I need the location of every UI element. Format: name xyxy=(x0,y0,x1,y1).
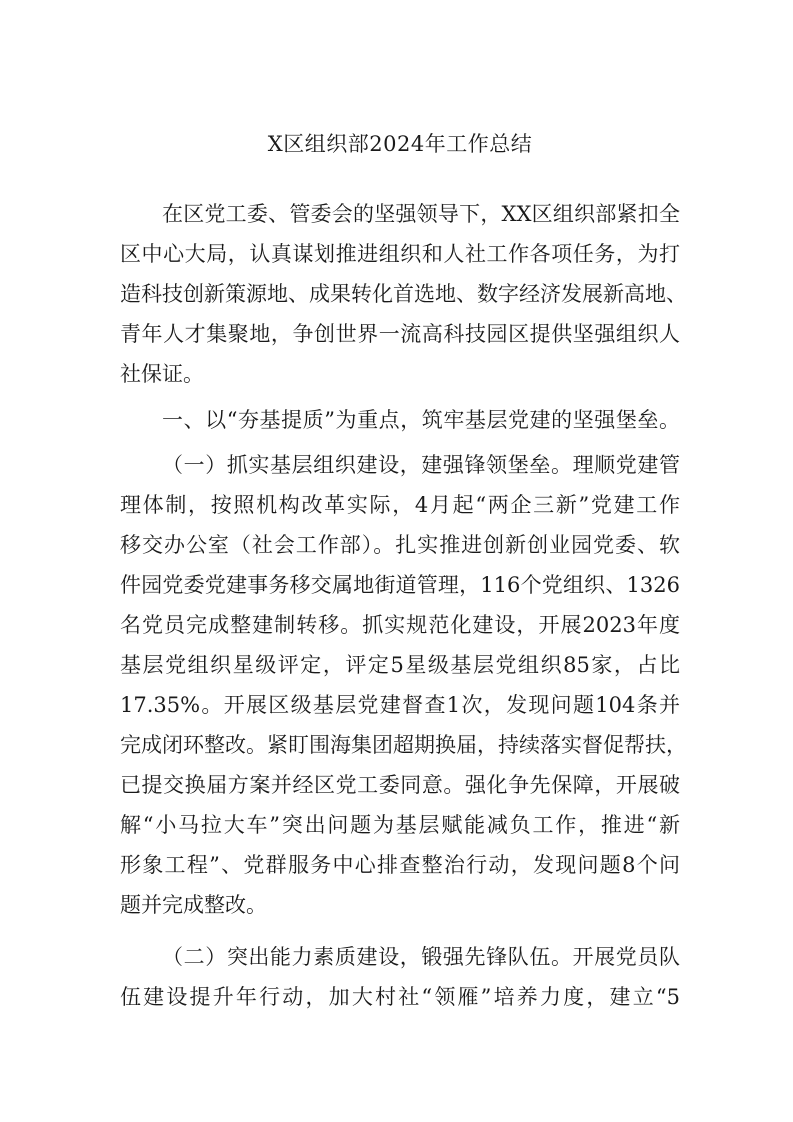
paragraph-line: 社保证。 xyxy=(120,362,204,386)
paragraph-line: 形象工程”、党群服务中心排查整治行动，发现问题8个问 xyxy=(120,853,680,877)
paragraph-line: 区中心大局，认真谋划推进组织和人社工作各项任务，为打 xyxy=(120,242,680,266)
section-heading: 一、以“夯基提质”为重点，筑牢基层党建的坚强堡垒。 xyxy=(162,408,680,432)
paragraph-line: （一）抓实基层组织建设，建强锋领堡垒。理顺党建管 xyxy=(162,453,680,477)
paragraph-line: 理体制，按照机构改革实际，4月起“两企三新”党建工作 xyxy=(120,493,680,517)
paragraph-line: 17.35%。开展区级基层党建督查1次，发现问题104条并 xyxy=(120,693,680,717)
paragraph-line: （二）突出能力素质建设，锻强先锋队伍。开展党员队 xyxy=(162,945,680,969)
paragraph-line: 已提交换届方案并经区党工委同意。强化争先保障，开展破 xyxy=(120,773,680,797)
paragraph-line: 青年人才集聚地，争创世界一流高科技园区提供坚强组织人 xyxy=(120,322,680,346)
paragraph-line: 完成闭环整改。紧盯围海集团超期换届，持续落实督促帮扶， xyxy=(120,733,687,757)
paragraph-line: 在区党工委、管委会的坚强领导下，XX区组织部紧扣全 xyxy=(162,202,680,226)
paragraph-line: 名党员完成整建制转移。抓实规范化建设，开展2023年度 xyxy=(120,613,680,637)
paragraph-line: 造科技创新策源地、成果转化首选地、数字经济发展新高地、 xyxy=(120,282,687,306)
paragraph-line: 移交办公室（社会工作部）。扎实推进创新创业园党委、软 xyxy=(120,533,680,557)
page-title: X区组织部2024年工作总结 xyxy=(267,132,533,156)
paragraph-line: 伍建设提升年行动，加大村社“领雁”培养力度，建立“5 xyxy=(120,985,680,1009)
paragraph-line: 件园党委党建事务移交属地街道管理，116个党组织、1326 xyxy=(120,573,680,597)
paragraph-line: 基层党组织星级评定，评定5星级基层党组织85家，占比 xyxy=(120,653,680,677)
paragraph-line: 解“小马拉大车”突出问题为基层赋能减负工作，推进“新 xyxy=(120,813,680,837)
paragraph-line: 题并完成整改。 xyxy=(120,893,267,917)
